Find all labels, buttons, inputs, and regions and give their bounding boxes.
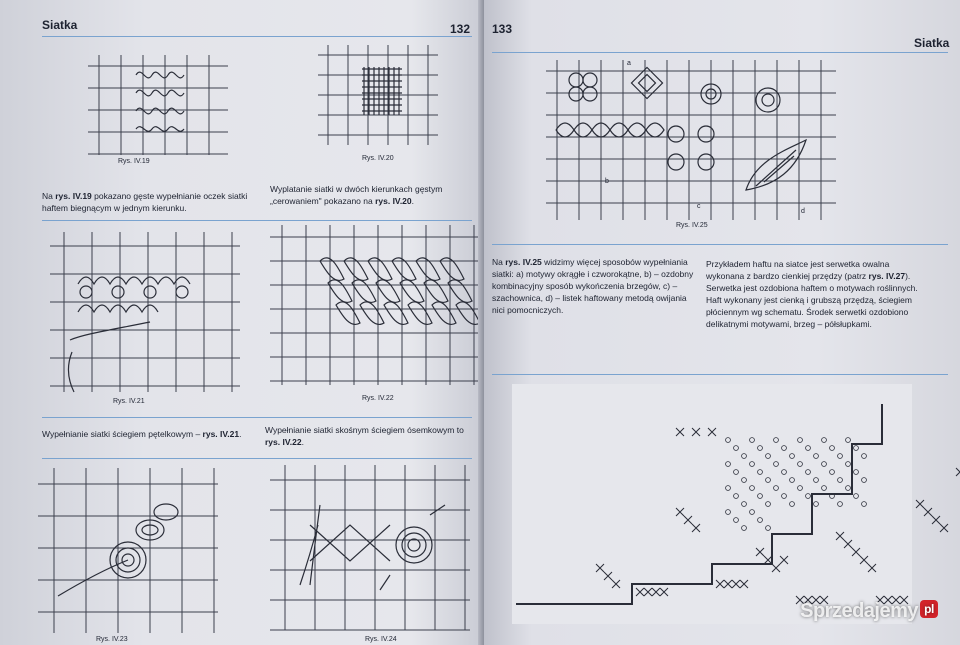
section-rule-right	[492, 244, 948, 245]
figure-letter-c: c	[697, 203, 701, 210]
right-page	[484, 0, 960, 645]
page-number-right: 133	[492, 22, 513, 36]
figure-iv22	[270, 225, 480, 385]
paragraph-iv27: Przykładem haftu na siatce jest serwetka owalna wykonana z bardzo cienkiej przędzy (patrz rys. IV.27). Serwetka jest ozdobiona haftem o motywach roślinnych. Haft wykonany jest cienką i grubszą przędzą, ściegiem płóciennym wg schematu. Środek serwetki ozdobiono delikatnymi motywami, brzeg – półsłupkami.	[706, 259, 918, 329]
figure-letter-d: d	[801, 208, 805, 215]
figure-letter-a: a	[627, 60, 631, 67]
figure-iv19	[88, 55, 228, 155]
caption-iv24: Rys. IV.24	[365, 636, 397, 643]
watermark-logo: pl	[920, 600, 938, 618]
caption-iv22: Rys. IV.22	[362, 395, 394, 402]
figure-iv25	[546, 60, 836, 220]
section-rule-2	[42, 417, 472, 418]
figure-iv20	[318, 45, 438, 145]
caption-iv21: Rys. IV.21	[113, 398, 145, 405]
caption-iv25: Rys. IV.25	[676, 222, 708, 229]
header-title-right: Siatka	[914, 36, 950, 50]
section-rule-1	[42, 220, 472, 221]
caption-iv20: Rys. IV.20	[362, 155, 394, 162]
figure-iv24	[270, 465, 470, 630]
paragraph-iv25: Na rys. IV.25 widzimy więcej sposobów wypełniania siatki: a) motywy okrągłe i czworokątne, b) – ozdobny kombinacyjny sposób wykończenia brzegów, c) – szachownica, d) – listek haftowany metodą owijania nici pomocniczych.	[492, 257, 694, 315]
header-rule-left	[42, 36, 472, 37]
paragraph-iv21: Wypełnianie siatki ściegiem pętelkowym – rys. IV.21.	[42, 429, 242, 439]
page-number-left: 132	[450, 22, 471, 36]
header-title-left: Siatka	[42, 18, 78, 32]
caption-iv23: Rys. IV.23	[96, 636, 128, 643]
paragraph-iv19: Na rys. IV.19 pokazano gęste wypełnianie oczek siatki haftem biegnącym w jednym kierunku.	[42, 191, 248, 213]
header-rule-right	[492, 52, 948, 53]
caption-iv19: Rys. IV.19	[118, 158, 150, 165]
figure-iv27-chart	[512, 384, 912, 624]
watermark: Sprzedajemy pl	[800, 600, 938, 623]
paragraph-iv22: Wypełnianie siatki skośnym ściegiem ósemkowym to rys. IV.22.	[265, 425, 464, 447]
section-rule-right-2	[492, 374, 948, 375]
paragraph-iv20: Wyplatanie siatki w dwóch kierunkach gęstym „cerowaniem" pokazano na rys. IV.20.	[270, 184, 443, 206]
figure-iv23	[38, 468, 218, 633]
figure-iv21	[50, 232, 240, 392]
section-rule-3	[42, 458, 472, 459]
figure-letter-b: b	[605, 178, 609, 185]
